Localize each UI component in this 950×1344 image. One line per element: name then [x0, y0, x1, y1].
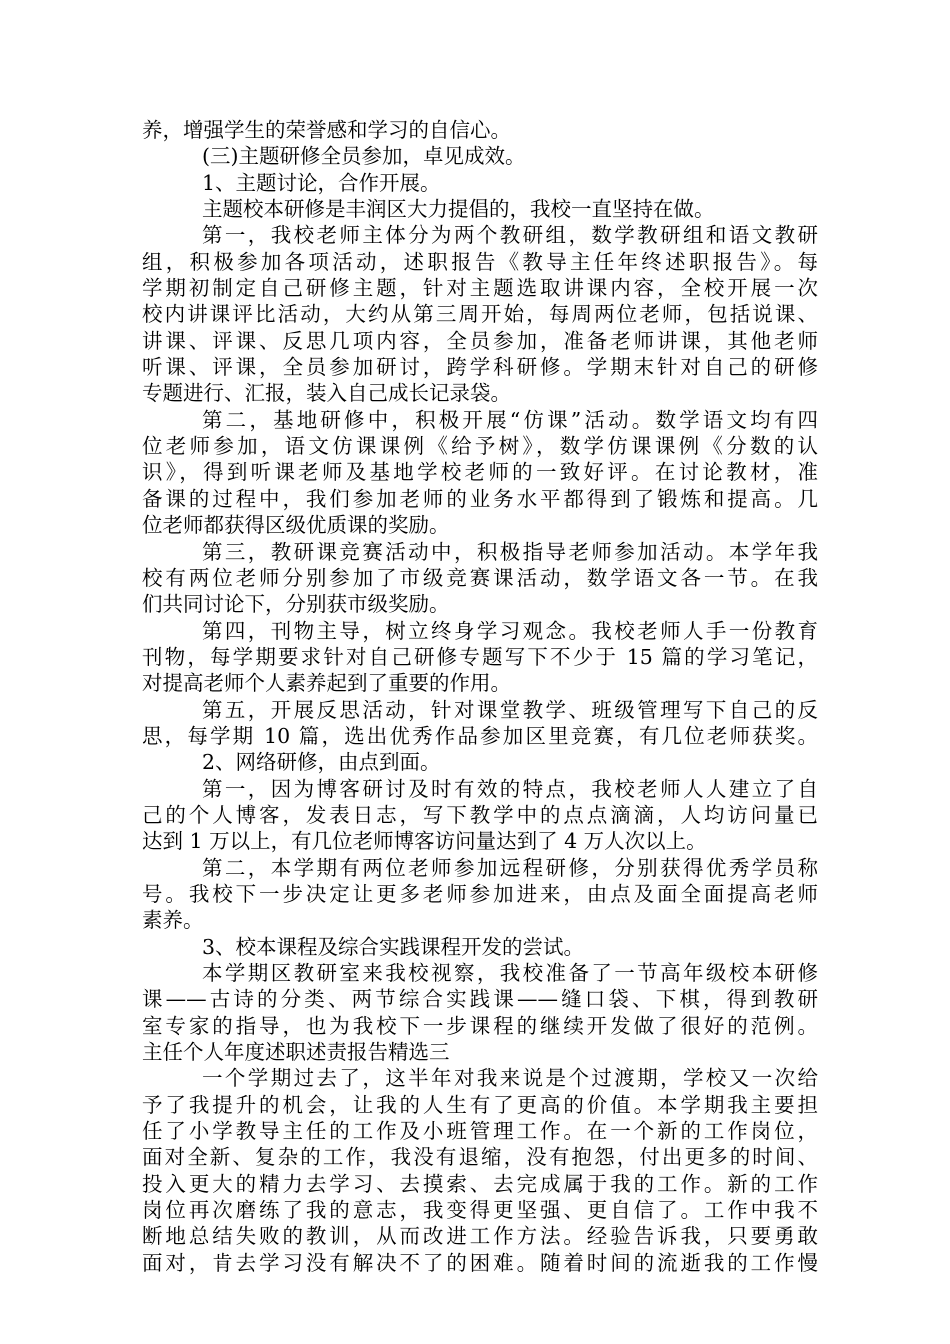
text-line: 第五，开展反思活动，针对课堂教学、班级管理写下自己的反 — [202, 697, 818, 722]
text-line: 主题校本研修是丰润区大力提倡的，我校一直坚持在做。 — [202, 197, 715, 222]
text-line: 位老师都获得区级优质课的奖励。 — [142, 513, 450, 538]
text-line: 任了小学教导主任的工作及小班管理工作。在一个新的工作岗位， — [142, 1119, 818, 1144]
text-line: 断地总结失败的教训，从而改进工作方法。经验告诉我，只要勇敢 — [142, 1224, 818, 1249]
text-line: 本学期区教研室来我校视察，我校准备了一节高年级校本研修 — [202, 961, 818, 985]
text-line: 讲课、评课、反思几项内容，全员参加，准备老师讲课，其他老师 — [142, 328, 818, 353]
text-line: 刊物，每学期要求针对自己研修专题写下不少于 15 篇的学习笔记， — [142, 644, 818, 669]
text-line: 对提高老师个人素养起到了重要的作用。 — [142, 671, 511, 696]
text-line: 专题进行、汇报，装入自己成长记录袋。 — [142, 381, 511, 406]
text-line: 予了我提升的机会，让我的人生有了更高的价值。本学期我主要担 — [142, 1092, 818, 1117]
text-line: (三)主题研修全员参加，卓见成效。 — [202, 144, 526, 169]
text-line: 备课的过程中，我们参加老师的业务水平都得到了锻炼和提高。几 — [142, 486, 818, 511]
text-line: 养，增强学生的荣誉感和学习的自信心。 — [142, 118, 511, 142]
text-line: 己的个人博客，发表日志，写下教学中的点点滴滴，人均访问量已 — [142, 802, 818, 827]
text-line: 位老师参加，语文仿课课例《给予树》，数学仿课课例《分数的认 — [142, 434, 818, 459]
text-line: 第一，我校老师主体分为两个教研组，数学教研组和语文教研 — [202, 223, 818, 248]
text-line: 达到 1 万以上，有几位老师博客访问量达到了 4 万人次以上。 — [142, 829, 707, 854]
text-line: 校内讲课评比活动，大约从第三周开始，每周两位老师，包括说课、 — [142, 302, 818, 327]
text-line: 们共同讨论下，分别获市级奖励。 — [142, 592, 450, 617]
text-line: 第三，教研课竞赛活动中，积极指导老师参加活动。本学年我 — [202, 539, 818, 564]
text-line: 室专家的指导，也为我校下一步课程的继续开发做了很好的范例。 — [142, 1013, 818, 1038]
text-line: 岗位再次磨练了我的意志，我变得更坚强、更自信了。工作中我不 — [142, 1198, 818, 1223]
text-line: 思，每学期 10 篇，选出优秀作品参加区里竞赛，有几位老师获奖。 — [142, 723, 818, 748]
text-line: 主任个人年度述职述责报告精选三 — [142, 1040, 450, 1065]
text-line: 面对，肯去学习没有解决不了的困难。随着时间的流逝我的工作慢 — [142, 1250, 818, 1275]
text-line: 课——古诗的分类、两节综合实践课——缝口袋、下棋，得到教研 — [142, 987, 818, 1012]
text-line: 识》，得到听课老师及基地学校老师的一致好评。在讨论教材，准 — [142, 460, 818, 485]
text-line: 投入更大的精力去学习、去摸索、去完成属于我的工作。新的工作 — [142, 1171, 818, 1196]
text-line: 第一，因为博客研讨及时有效的特点，我校老师人人建立了自 — [202, 776, 818, 801]
text-line: 听课、评课，全员参加研讨，跨学科研修。学期末针对自己的研修 — [142, 355, 818, 380]
text-line: 校有两位老师分别参加了市级竞赛课活动，数学语文各一节。在我 — [142, 565, 818, 590]
text-line: 面对全新、复杂的工作，我没有退缩，没有抱怨，付出更多的时间、 — [142, 1145, 818, 1170]
text-line: 学期初制定自己研修主题，针对主题选取讲课内容，全校开展一次 — [142, 276, 818, 301]
text-line: 第二，本学期有两位老师参加远程研修，分别获得优秀学员称 — [202, 855, 818, 880]
text-line: 素养。 — [142, 908, 204, 933]
text-line: 组，积极参加各项活动，述职报告《教导主任年终述职报告》。每 — [142, 249, 818, 274]
text-line: 第二，基地研修中，积极开展“仿课”活动。数学语文均有四 — [202, 407, 818, 432]
text-line: 号。我校下一步决定让更多老师参加进来，由点及面全面提高老师 — [142, 881, 818, 906]
document-body — [142, 117, 818, 1276]
text-line: 2、网络研修，由点到面。 — [202, 750, 441, 775]
text-line: 1、主题讨论，合作开展。 — [202, 170, 441, 195]
text-line: 第四，刊物主导，树立终身学习观念。我校老师人手一份教育 — [202, 618, 818, 643]
text-line: 3、校本课程及综合实践课程开发的尝试。 — [202, 934, 585, 959]
text-line: 一个学期过去了，这半年对我来说是个过渡期，学校又一次给 — [202, 1066, 818, 1091]
